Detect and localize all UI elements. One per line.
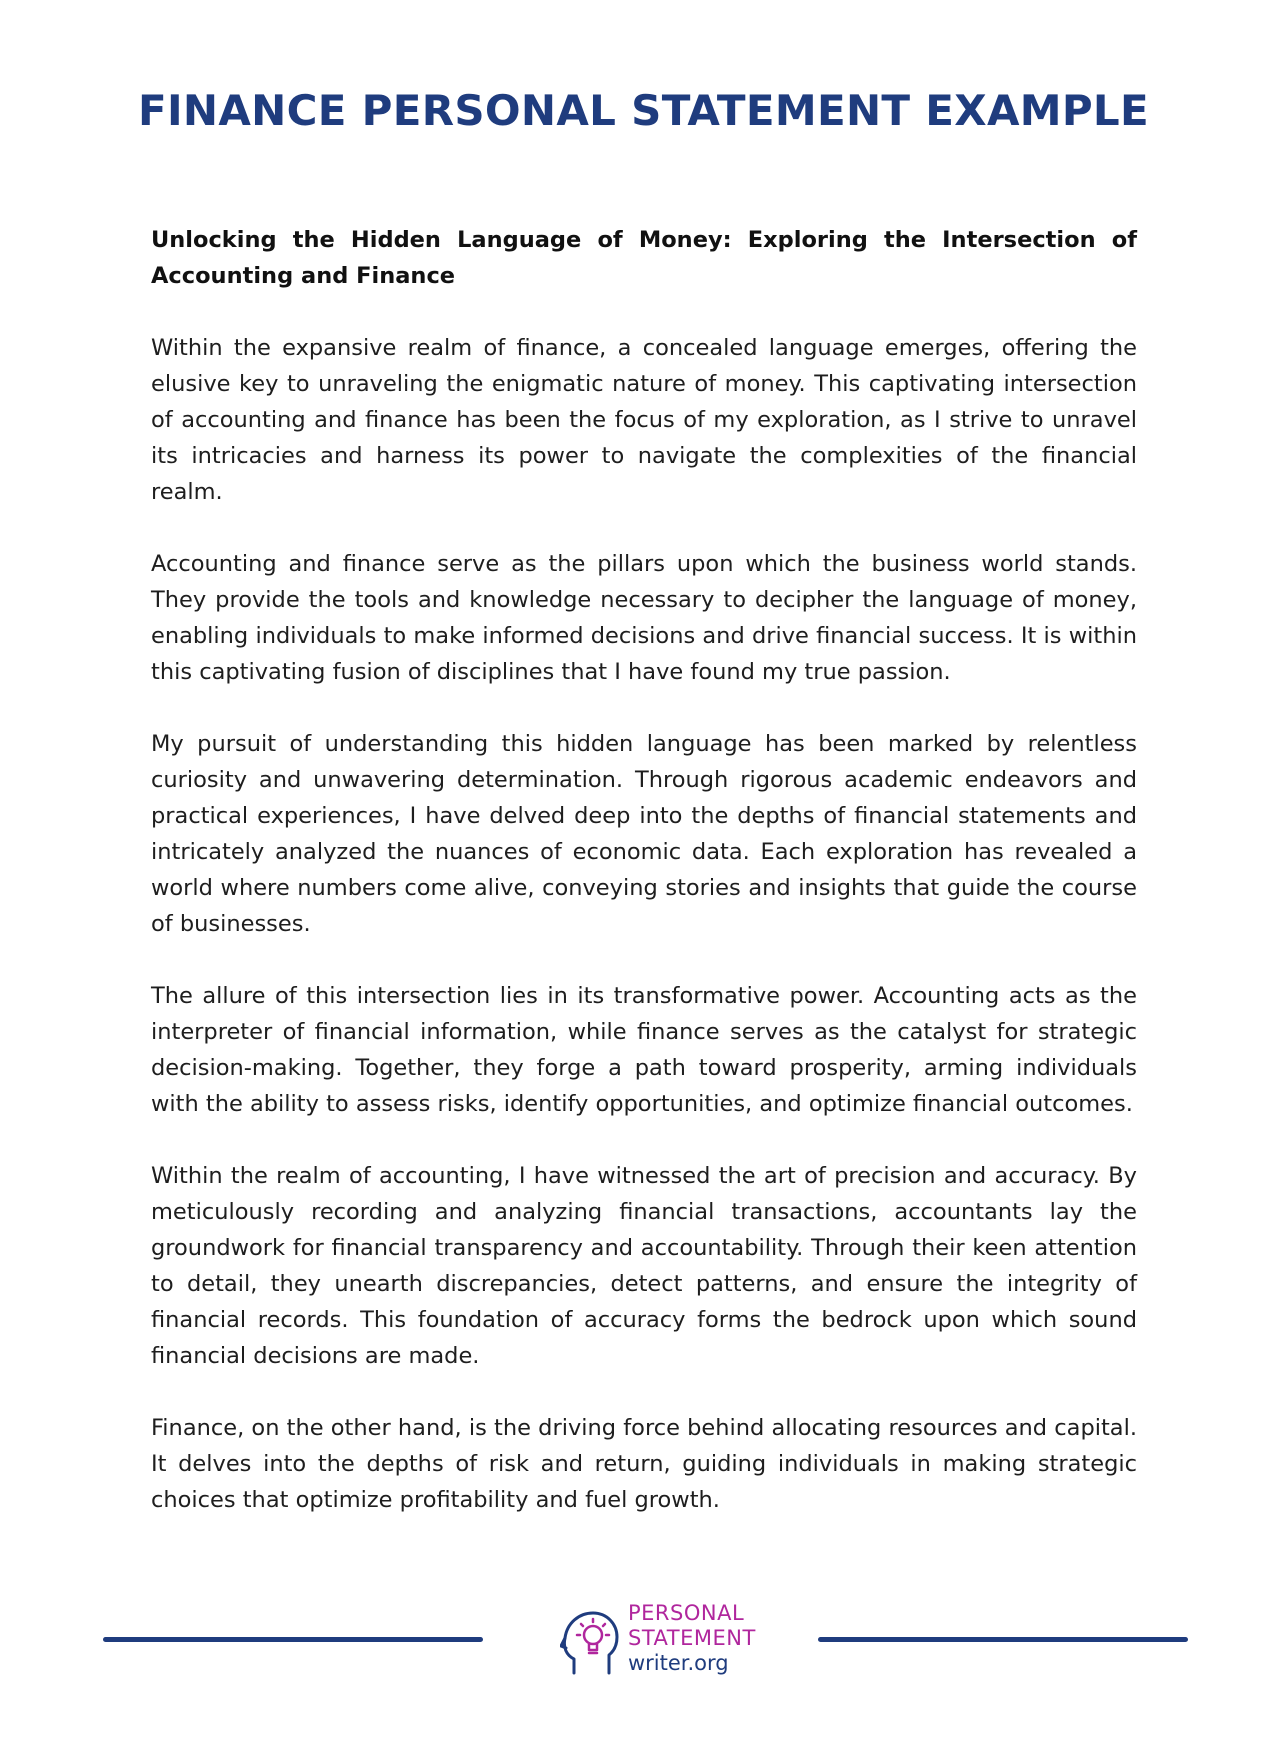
brand-line-statement: STATEMENT <box>628 1626 756 1650</box>
footer-divider-right <box>818 1637 1188 1642</box>
paragraph-4: The allure of this intersection lies in its transformative power. Accounting acts as the interpreter of financial information, while finance serves as the catalyst for strategic decision-making. Together, they forge a path toward prosperity, arming individuals with the ability to assess risks, identify opportunities, and optimize financial outcomes. <box>151 983 1137 1117</box>
statement-subtitle: Unlocking the Hidden Language of Money: Exploring the Intersection of Accounting and Finance <box>151 227 1137 289</box>
brand-logo-text <box>628 1601 756 1676</box>
paragraph-1: Within the expansive realm of finance, a concealed language emerges, offering the elusive key to unraveling the enigmatic nature of money. This captivating intersection of accounting and finance has been the focus of my exploration, as I strive to unravel its intricacies and harness its power to navigate the complexities of the financial realm. <box>151 335 1137 505</box>
paragraph-2: Accounting and finance serve as the pillars upon which the business world stands. They provide the tools and knowledge necessary to decipher the language of money, enabling individuals to make informed decisions and drive financial success. It is within this captivating fusion of disciplines that I have found my true passion. <box>151 551 1137 685</box>
page-title: FINANCE PERSONAL STATEMENT EXAMPLE <box>137 86 1149 135</box>
brand-logo[interactable] <box>560 1601 760 1681</box>
statement-body <box>151 222 1137 1554</box>
footer-divider-left <box>103 1637 483 1642</box>
head-lightbulb-icon <box>560 1605 622 1677</box>
paragraph-6: Finance, on the other hand, is the driving force behind allocating resources and capital. It delves into the depths of risk and return, guiding individuals in making strategic choices that optimize profitability and fuel growth. <box>151 1415 1137 1513</box>
brand-line-personal: PERSONAL <box>628 1601 745 1625</box>
brand-line-domain: writer.org <box>628 1651 729 1675</box>
paragraph-3: My pursuit of understanding this hidden language has been marked by relentless curiosity and unwavering determination. Through rigorous academic endeavors and practical experiences, I have delved deep into the depths of financial statements and intricately analyzed the nuances of economic data. Each exploration has revealed a world where numbers come alive, conveying stories and insights that guide the course of businesses. <box>151 731 1137 937</box>
paragraph-5: Within the realm of accounting, I have witnessed the art of precision and accuracy. By meticulously recording and analyzing financial transactions, accountants lay the groundwork for financial transparency and accountability. Through their keen attention to detail, they unearth discrepancies, detect patterns, and ensure the integrity of financial records. This foundation of accuracy forms the bedrock upon which sound financial decisions are made. <box>151 1163 1137 1369</box>
